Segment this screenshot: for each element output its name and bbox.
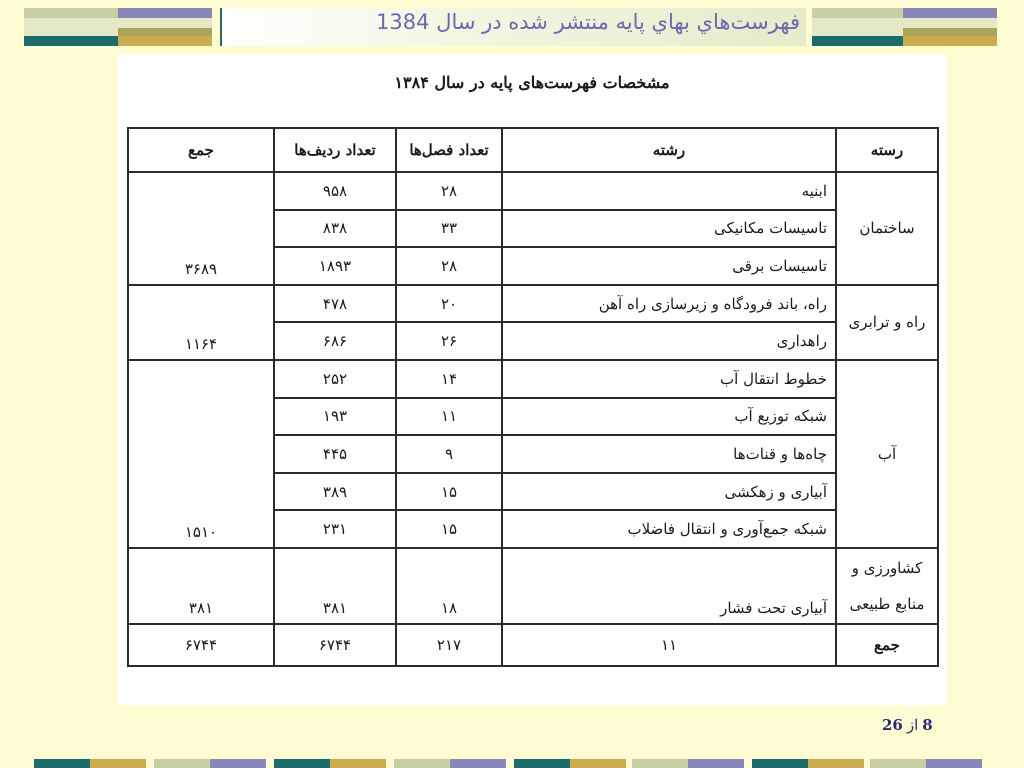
total-sum-cell: ۶۷۴۴ — [128, 624, 274, 666]
field-cell: خطوط انتقال آب — [502, 360, 836, 398]
table-header-row — [128, 128, 938, 172]
field-cell: شبکه توزیع آب — [502, 398, 836, 436]
page-title: فهرست‌هاي بهاي پايه منتشر شده در سال 1384 — [376, 10, 800, 34]
chapters-cell: ۲۸ — [396, 247, 502, 285]
field-cell: ابنیه — [502, 172, 836, 210]
chapters-cell: ۱۸ — [396, 548, 502, 624]
page-total: 26 — [882, 716, 903, 734]
sum-cell: ۳۸۱ — [128, 548, 274, 624]
field-cell: آبیاری تحت فشار — [502, 548, 836, 624]
price-list-table — [127, 127, 939, 667]
field-cell: راه، باند فرودگاه و زیرسازی راه آهن — [502, 285, 836, 323]
rows-cell: ۸۳۸ — [274, 210, 396, 248]
header-sum: جمع — [128, 128, 274, 172]
header-rows: تعداد ردیف‌ها — [274, 128, 396, 172]
chapters-cell: ۱۵ — [396, 473, 502, 511]
category-cell: کشاورزی و منابع طبیعی — [836, 548, 938, 624]
category-cell: آب — [836, 360, 938, 548]
total-row — [128, 624, 938, 666]
chapters-cell: ۲۸ — [396, 172, 502, 210]
field-cell: تاسیسات مکانیکی — [502, 210, 836, 248]
rows-cell: ۶۸۶ — [274, 322, 396, 360]
rows-cell: ۳۸۹ — [274, 473, 396, 511]
rows-cell: ۴۷۸ — [274, 285, 396, 323]
rows-cell: ۹۵۸ — [274, 172, 396, 210]
rows-cell: ۲۵۲ — [274, 360, 396, 398]
sum-cell: ۱۵۱۰ — [128, 360, 274, 548]
chapters-cell: ۱۱ — [396, 398, 502, 436]
header-decoration-right — [812, 8, 997, 46]
chapters-cell: ۳۳ — [396, 210, 502, 248]
sum-cell: ۳۶۸۹ — [128, 172, 274, 285]
page-of-label: از — [906, 716, 919, 734]
rows-cell: ۱۸۹۳ — [274, 247, 396, 285]
table-row — [128, 548, 938, 624]
header-category: رسته — [836, 128, 938, 172]
total-rows-cell: ۶۷۴۴ — [274, 624, 396, 666]
category-cell: راه و ترابری — [836, 285, 938, 360]
table-title: مشخصات فهرست‌های پایه در سال ۱۳۸۴ — [394, 73, 670, 92]
category-cell: ساختمان — [836, 172, 938, 285]
page-counter — [882, 716, 933, 734]
page-current: 8 — [922, 716, 933, 734]
chapters-cell: ۲۰ — [396, 285, 502, 323]
header-field: رشته — [502, 128, 836, 172]
rows-cell: ۱۹۳ — [274, 398, 396, 436]
rows-cell: ۳۸۱ — [274, 548, 396, 624]
chapters-cell: ۱۵ — [396, 510, 502, 548]
table-row — [128, 172, 938, 210]
chapters-cell: ۲۶ — [396, 322, 502, 360]
field-cell: راهداری — [502, 322, 836, 360]
field-cell: چاه‌ها و قنات‌ها — [502, 435, 836, 473]
table-row — [128, 360, 938, 398]
content-panel — [117, 55, 947, 705]
header-chapters: تعداد فصل‌ها — [396, 128, 502, 172]
total-field-cell: ۱۱ — [502, 624, 836, 666]
footer-decoration — [34, 759, 984, 768]
total-chapters-cell: ۲۱۷ — [396, 624, 502, 666]
sum-cell: ۱۱۶۴ — [128, 285, 274, 360]
header-decoration-left — [24, 8, 212, 46]
rows-cell: ۲۳۱ — [274, 510, 396, 548]
chapters-cell: ۹ — [396, 435, 502, 473]
field-cell: شبکه جمع‌آوری و انتقال فاضلاب — [502, 510, 836, 548]
header-title-bar — [220, 8, 806, 46]
field-cell: آبیاری و زهکشی — [502, 473, 836, 511]
rows-cell: ۴۴۵ — [274, 435, 396, 473]
table-row — [128, 285, 938, 323]
field-cell: تاسیسات برقی — [502, 247, 836, 285]
total-label: جمع — [836, 624, 938, 666]
chapters-cell: ۱۴ — [396, 360, 502, 398]
